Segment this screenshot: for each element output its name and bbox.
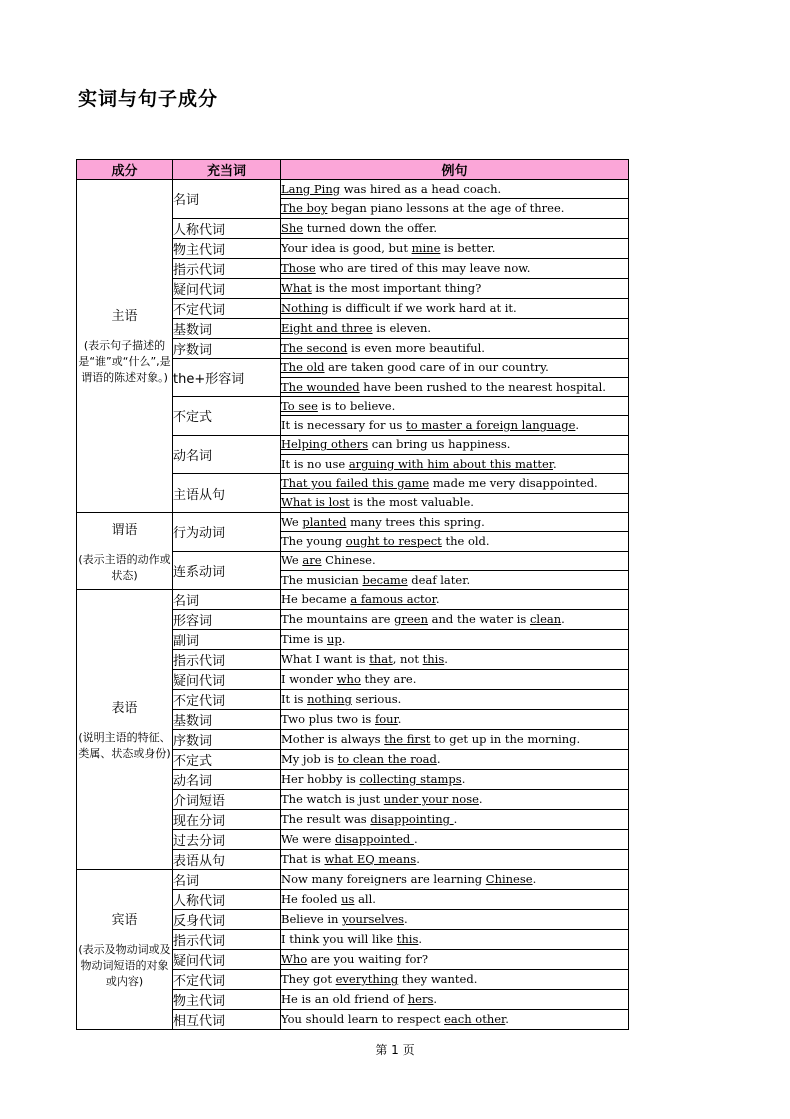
sentence-segment: .: [444, 652, 448, 667]
underlined-segment: that: [369, 652, 393, 667]
underlined-segment: this: [422, 652, 445, 667]
example-sentence: [281, 690, 629, 710]
sentence-segment: .: [532, 872, 537, 887]
role-cell: [77, 590, 173, 870]
example-sentence: [281, 710, 629, 730]
part-of-speech-cell: 不定式: [173, 397, 281, 436]
part-of-speech-cell: 疑问代词: [173, 278, 281, 298]
example-sentence: [281, 358, 629, 377]
sentence-segment: Believe in: [281, 912, 343, 927]
part-of-speech-cell: 物主代词: [173, 990, 281, 1010]
sentence-segment: I wonder: [281, 672, 337, 687]
sentence-segment: all.: [354, 892, 376, 907]
sentence-segment: began piano lessons at the age of three.: [327, 200, 565, 215]
sentence-segment: The young: [281, 533, 346, 548]
part-of-speech-cell: 指示代词: [173, 650, 281, 670]
example-sentence: [281, 551, 629, 570]
sentence-segment: is the most valuable.: [349, 495, 474, 510]
example-sentence: [281, 570, 629, 589]
table-header-row: [77, 160, 629, 180]
sentence-segment: .: [404, 912, 408, 927]
sentence-segment: It is necessary for us: [281, 418, 407, 433]
example-sentence: [281, 416, 629, 435]
underlined-segment: Those: [281, 260, 316, 275]
underlined-segment: under your nose: [383, 792, 479, 807]
underlined-segment: the first: [384, 732, 431, 747]
underlined-segment: She: [281, 220, 304, 235]
example-sentence: [281, 930, 629, 950]
sentence-segment: .: [418, 932, 423, 947]
sentence-segment: My job is: [281, 752, 338, 767]
sentence-segment: They got: [281, 972, 336, 987]
sentence-segment: Chinese.: [321, 553, 376, 568]
table-row: [77, 180, 629, 199]
example-sentence: [281, 493, 629, 512]
example-sentence: [281, 512, 629, 531]
sentence-segment: to get up in the morning.: [430, 732, 581, 747]
part-of-speech-cell: 表语从句: [173, 850, 281, 870]
role-name: 主语: [111, 309, 138, 325]
sentence-segment: they are.: [360, 672, 417, 687]
underlined-segment: hers: [407, 992, 434, 1007]
sentence-segment: was hired as a head coach.: [340, 181, 502, 196]
sentence-segment: have been rushed to the nearest hospital.: [359, 379, 606, 394]
part-of-speech-cell: 疑问代词: [173, 670, 281, 690]
example-sentence: [281, 338, 629, 358]
example-sentence: [281, 610, 629, 630]
underlined-segment: Lang Ping: [281, 181, 341, 196]
underlined-segment: this: [396, 932, 419, 947]
sentence-segment: The result was: [281, 812, 371, 827]
part-of-speech-cell: 连系动词: [173, 551, 281, 590]
sentence-segment: deaf later.: [407, 572, 471, 587]
role-note: (说明主语的特征、类属、状态或身份): [78, 731, 171, 761]
underlined-segment: arguing with him about this matter: [348, 456, 554, 471]
sentence-segment: is the most important thing?: [311, 280, 482, 295]
sentence-segment: turned down the offer.: [303, 220, 437, 235]
underlined-segment: a famous actor: [350, 592, 436, 607]
role-note: (表示句子描述的是“谁”或“什么”,是谓语的陈述对象。): [78, 339, 171, 385]
part-of-speech-cell: 疑问代词: [173, 950, 281, 970]
underlined-segment: what EQ means: [324, 852, 417, 867]
example-sentence: [281, 199, 629, 218]
sentence-segment: We: [281, 553, 303, 568]
sentence-segment: .: [397, 712, 402, 727]
sentence-segment: serious.: [351, 692, 402, 707]
underlined-segment: each other: [444, 1012, 506, 1027]
table-row: [77, 870, 629, 890]
underlined-segment: ought to respect: [345, 533, 442, 548]
underlined-segment: nothing: [307, 692, 352, 707]
example-sentence: [281, 890, 629, 910]
sentence-segment: The watch is just: [281, 792, 384, 807]
underlined-segment: Nothing: [281, 300, 329, 315]
sentence-segment: the old.: [441, 533, 490, 548]
header-pos: 充当词: [173, 160, 281, 180]
sentence-segment: He became: [281, 592, 351, 607]
role-name: 表语: [111, 701, 138, 717]
sentence-segment: It is: [281, 692, 308, 707]
sentence-segment: , not: [392, 652, 423, 667]
example-sentence: [281, 850, 629, 870]
table-row: [77, 590, 629, 610]
sentence-segment: made me very disappointed.: [429, 476, 598, 491]
sentence-segment: .: [341, 632, 346, 647]
example-sentence: [281, 238, 629, 258]
underlined-segment: four: [374, 712, 398, 727]
page-title: 实词与句子成分: [78, 88, 219, 110]
underlined-segment: The boy: [281, 200, 328, 215]
sentence-segment: .: [436, 752, 441, 767]
sentence-segment: We were: [281, 832, 335, 847]
example-sentence: [281, 830, 629, 850]
sentence-segment: What I want is: [281, 652, 370, 667]
sentence-segment: and the water is: [428, 612, 530, 627]
part-of-speech-cell: 不定式: [173, 750, 281, 770]
sentence-segment: We: [281, 514, 303, 529]
part-of-speech-cell: 名词: [173, 590, 281, 610]
underlined-segment: Who: [281, 952, 308, 967]
sentence-segment: .: [413, 832, 418, 847]
sentence-segment: is even more beautiful.: [347, 340, 485, 355]
underlined-segment: The second: [281, 340, 348, 355]
underlined-segment: What: [281, 280, 312, 295]
grammar-table: [76, 159, 629, 1030]
sentence-segment: can bring us happiness.: [368, 437, 511, 452]
part-of-speech-cell: 副词: [173, 630, 281, 650]
example-sentence: [281, 650, 629, 670]
example-sentence: [281, 258, 629, 278]
part-of-speech-cell: 相互代词: [173, 1010, 281, 1030]
part-of-speech-cell: 不定代词: [173, 970, 281, 990]
part-of-speech-cell: 人称代词: [173, 890, 281, 910]
underlined-segment: disappointing: [370, 812, 454, 827]
part-of-speech-cell: 基数词: [173, 710, 281, 730]
underlined-segment: planted: [302, 514, 347, 529]
underlined-segment: What is lost: [281, 495, 350, 510]
example-sentence: [281, 180, 629, 199]
underlined-segment: yourselves: [342, 912, 405, 927]
sentence-segment: .: [553, 456, 557, 471]
sentence-segment: .: [435, 592, 440, 607]
part-of-speech-cell: 现在分词: [173, 810, 281, 830]
example-sentence: [281, 474, 629, 493]
underlined-segment: collecting stamps: [359, 772, 462, 787]
part-of-speech-cell: 行为动词: [173, 512, 281, 551]
underlined-segment: That you failed this game: [281, 476, 430, 491]
example-sentence: [281, 455, 629, 474]
sentence-segment: .: [453, 812, 458, 827]
example-sentence: [281, 630, 629, 650]
sentence-segment: That is: [281, 852, 325, 867]
sentence-segment: He fooled: [281, 892, 342, 907]
sentence-segment: .: [478, 792, 483, 807]
example-sentence: [281, 590, 629, 610]
underlined-segment: up: [326, 632, 342, 647]
sentence-segment: Mother is always: [281, 732, 385, 747]
role-cell: [77, 180, 173, 513]
part-of-speech-cell: 动名词: [173, 770, 281, 790]
sentence-segment: .: [416, 852, 420, 867]
sentence-segment: .: [433, 992, 438, 1007]
part-of-speech-cell: 序数词: [173, 730, 281, 750]
part-of-speech-cell: 形容词: [173, 610, 281, 630]
part-of-speech-cell: 人称代词: [173, 218, 281, 238]
sentence-segment: The mountains are: [281, 612, 395, 627]
example-sentence: [281, 730, 629, 750]
part-of-speech-cell: 反身代词: [173, 910, 281, 930]
underlined-segment: green: [394, 612, 429, 627]
example-sentence: [281, 377, 629, 396]
part-of-speech-cell: the+形容词: [173, 358, 281, 397]
underlined-segment: us: [341, 892, 355, 907]
part-of-speech-cell: 过去分词: [173, 830, 281, 850]
table-body: [77, 180, 629, 1030]
part-of-speech-cell: 序数词: [173, 338, 281, 358]
sentence-segment: .: [561, 612, 565, 627]
part-of-speech-cell: 名词: [173, 180, 281, 219]
sentence-segment: are taken good care of in our country.: [324, 360, 549, 375]
example-sentence: [281, 278, 629, 298]
example-sentence: [281, 750, 629, 770]
example-sentence: [281, 298, 629, 318]
example-sentence: [281, 532, 629, 551]
sentence-segment: is eleven.: [372, 320, 432, 335]
role-cell: [77, 870, 173, 1030]
header-role: 成分: [77, 160, 173, 180]
sentence-segment: Two plus two is: [281, 712, 375, 727]
example-sentence: [281, 910, 629, 930]
underlined-segment: To see: [281, 398, 318, 413]
part-of-speech-cell: 物主代词: [173, 238, 281, 258]
underlined-segment: The old: [281, 360, 325, 375]
sentence-segment: they wanted.: [398, 972, 478, 987]
part-of-speech-cell: 不定代词: [173, 298, 281, 318]
example-sentence: [281, 990, 629, 1010]
underlined-segment: are: [302, 553, 322, 568]
part-of-speech-cell: 介词短语: [173, 790, 281, 810]
underlined-segment: to master a foreign language: [406, 418, 576, 433]
role-note: (表示主语的动作或状态): [78, 552, 171, 582]
sentence-segment: He is an old friend of: [281, 992, 408, 1007]
sentence-segment: are you waiting for?: [307, 952, 429, 967]
example-sentence: [281, 770, 629, 790]
table-row: [77, 512, 629, 531]
sentence-segment: is difficult if we work hard at it.: [328, 300, 517, 315]
underlined-segment: everything: [335, 972, 399, 987]
example-sentence: [281, 218, 629, 238]
sentence-segment: The musician: [281, 572, 363, 587]
sentence-segment: Time is: [281, 632, 327, 647]
sentence-segment: is to believe.: [317, 398, 396, 413]
sentence-segment: .: [505, 1012, 509, 1027]
header-example: 例句: [281, 160, 629, 180]
example-sentence: [281, 397, 629, 416]
part-of-speech-cell: 不定代词: [173, 690, 281, 710]
sentence-segment: .: [461, 772, 466, 787]
part-of-speech-cell: 指示代词: [173, 258, 281, 278]
sentence-segment: many trees this spring.: [346, 514, 485, 529]
sentence-segment: You should learn to respect: [281, 1012, 445, 1027]
underlined-segment: Eight and three: [281, 320, 373, 335]
sentence-segment: Now many foreigners are learning: [281, 872, 486, 887]
underlined-segment: Chinese: [485, 872, 533, 887]
example-sentence: [281, 1010, 629, 1030]
example-sentence: [281, 790, 629, 810]
role-note: (表示及物动词或及物动词短语的对象或内容): [78, 943, 171, 989]
example-sentence: [281, 810, 629, 830]
example-sentence: [281, 970, 629, 990]
underlined-segment: Helping others: [281, 437, 369, 452]
example-sentence: [281, 670, 629, 690]
example-sentence: [281, 318, 629, 338]
part-of-speech-cell: 动名词: [173, 435, 281, 474]
underlined-segment: who: [336, 672, 361, 687]
underlined-segment: to clean the road: [337, 752, 437, 767]
part-of-speech-cell: 基数词: [173, 318, 281, 338]
page-number: 第 1 页: [375, 1043, 415, 1057]
part-of-speech-cell: 名词: [173, 870, 281, 890]
sentence-segment: is better.: [440, 240, 496, 255]
underlined-segment: clean: [529, 612, 562, 627]
example-sentence: [281, 870, 629, 890]
underlined-segment: mine: [411, 240, 441, 255]
sentence-segment: .: [575, 418, 580, 433]
sentence-segment: who are tired of this may leave now.: [315, 260, 531, 275]
example-sentence: [281, 950, 629, 970]
role-name: 宾语: [111, 913, 138, 929]
part-of-speech-cell: 指示代词: [173, 930, 281, 950]
underlined-segment: disappointed: [334, 832, 414, 847]
part-of-speech-cell: 主语从句: [173, 474, 281, 513]
sentence-segment: Her hobby is: [281, 772, 360, 787]
sentence-segment: It is no use: [281, 456, 349, 471]
sentence-segment: I think you will like: [281, 932, 397, 947]
underlined-segment: became: [362, 572, 408, 587]
role-name: 谓语: [111, 522, 138, 538]
role-cell: [77, 512, 173, 589]
example-sentence: [281, 435, 629, 454]
sentence-segment: Your idea is good, but: [281, 240, 412, 255]
underlined-segment: The wounded: [281, 379, 360, 394]
